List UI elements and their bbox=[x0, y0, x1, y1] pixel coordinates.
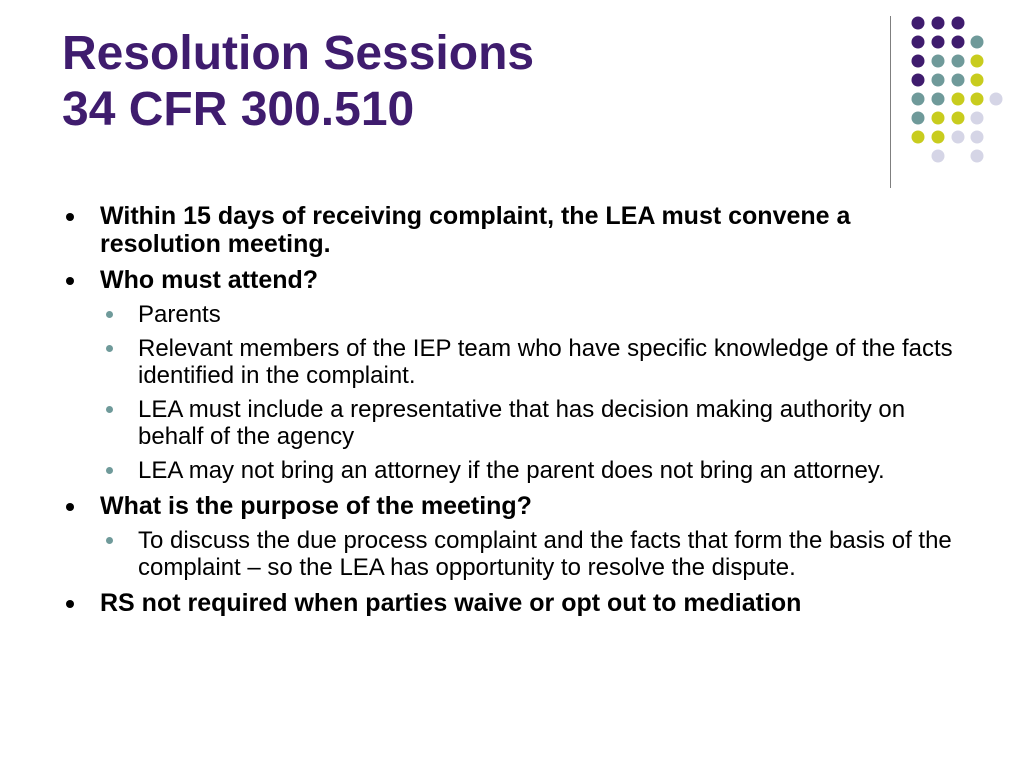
dot bbox=[990, 93, 1003, 106]
dot bbox=[971, 131, 984, 144]
dot bbox=[932, 74, 945, 87]
dot bbox=[971, 112, 984, 125]
sub-bullet-text: To discuss the due process complaint and the facts that form the basis of the complaint – so the LEA has opportunity to resolve the dispute. bbox=[138, 527, 952, 581]
dot bbox=[912, 55, 925, 68]
dot bbox=[971, 55, 984, 68]
sub-bullet-dot bbox=[106, 467, 113, 474]
sub-bullet-dot bbox=[106, 537, 113, 544]
dot bbox=[932, 150, 945, 163]
dot bbox=[952, 74, 965, 87]
dot bbox=[971, 36, 984, 49]
bullet-dot bbox=[66, 503, 74, 511]
dot bbox=[912, 112, 925, 125]
dot bbox=[932, 55, 945, 68]
sub-bullet-item bbox=[100, 335, 974, 389]
dot bbox=[912, 74, 925, 87]
bullet-dot bbox=[66, 600, 74, 608]
sub-bullet-item bbox=[100, 527, 974, 581]
sub-bullet-text: LEA must include a representative that has decision making authority on behalf of the agency bbox=[138, 396, 906, 450]
bullet-item bbox=[64, 266, 974, 484]
bullet-item bbox=[64, 589, 974, 617]
sub-bullet-item bbox=[100, 457, 974, 484]
sub-bullet-dot bbox=[106, 406, 113, 413]
sub-bullet-text: LEA may not bring an attorney if the parent does not bring an attorney. bbox=[138, 457, 885, 484]
bullet-dot bbox=[66, 213, 74, 221]
sub-bullet-item bbox=[100, 396, 974, 450]
dot bbox=[932, 112, 945, 125]
sub-bullet-text: Relevant members of the IEP team who have specific knowledge of the facts identified in the complaint. bbox=[138, 335, 953, 389]
dot bbox=[952, 93, 965, 106]
dot bbox=[912, 93, 925, 106]
dot bbox=[932, 36, 945, 49]
bullet-text: Who must attend? bbox=[100, 266, 319, 294]
bullet-text: RS not required when parties waive or opt out to mediation bbox=[100, 589, 802, 617]
decorative-dot-grid bbox=[0, 0, 1024, 200]
sub-bullet-dot bbox=[106, 345, 113, 352]
slide-title-line1: Resolution Sessions bbox=[62, 27, 535, 80]
dot bbox=[952, 17, 965, 30]
dot bbox=[912, 131, 925, 144]
dot bbox=[952, 131, 965, 144]
sub-bullet-dot bbox=[106, 311, 113, 318]
dot bbox=[932, 131, 945, 144]
dot bbox=[932, 17, 945, 30]
bullet-dot bbox=[66, 277, 74, 285]
slide-title-line2: 34 CFR 300.510 bbox=[62, 83, 415, 136]
dot bbox=[952, 112, 965, 125]
dot bbox=[912, 17, 925, 30]
dot bbox=[971, 150, 984, 163]
dot bbox=[971, 93, 984, 106]
dot bbox=[952, 55, 965, 68]
sub-bullet-item bbox=[100, 301, 974, 328]
dot bbox=[971, 74, 984, 87]
dot bbox=[932, 93, 945, 106]
bullet-item bbox=[64, 202, 974, 258]
bullet-list bbox=[64, 194, 974, 617]
dot bbox=[912, 36, 925, 49]
bullet-text: Within 15 days of receiving complaint, the LEA must convene a resolution meeting. bbox=[100, 202, 851, 258]
bullet-text: What is the purpose of the meeting? bbox=[100, 492, 532, 520]
sub-bullet-text: Parents bbox=[138, 301, 221, 328]
sub-bullet-list bbox=[100, 527, 974, 581]
dot bbox=[952, 36, 965, 49]
sub-bullet-list bbox=[100, 301, 974, 484]
bullet-item bbox=[64, 492, 974, 581]
